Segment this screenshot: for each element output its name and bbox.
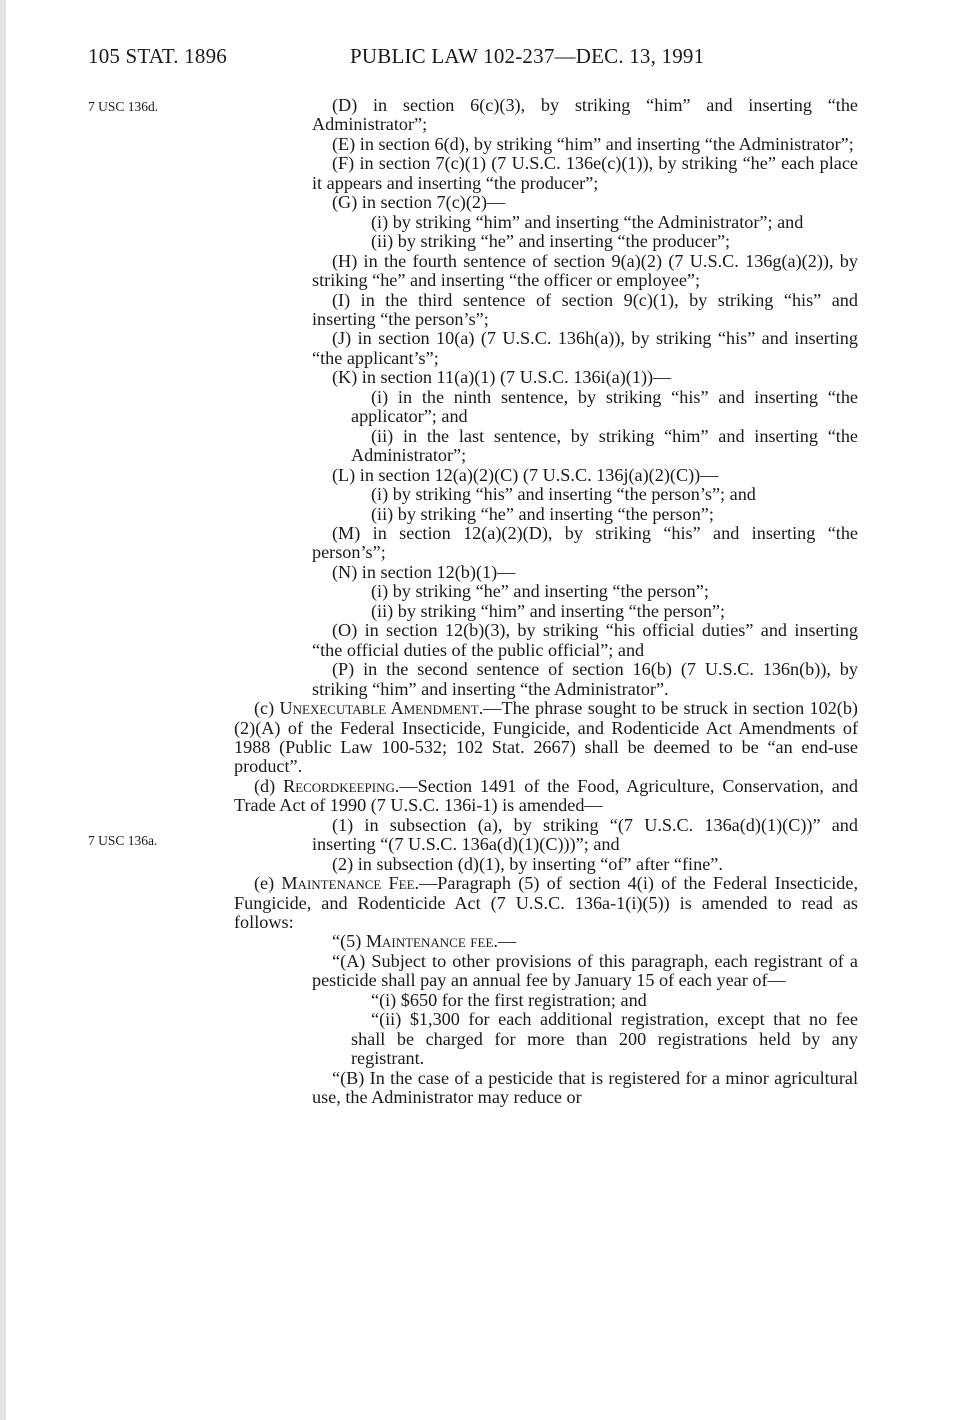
margin-note: 7 USC 136d. [88,99,159,114]
scan-edge [0,0,6,1420]
page-stat-number: 105 STAT. 1896 [88,44,227,68]
subsection-c-heading: Unexecutable Amendment. [279,698,484,719]
subclause-l-ii: (ii) by striking “he” and inserting “the person”; [371,503,714,524]
clause-f: (F) in section 7(c)(1) (7 U.S.C. 136e(c)(1)), by striking “he” each place it appears and inserting “the producer”; [312,153,858,193]
subsection-c [234,699,858,777]
clause-h: (H) in the fourth sentence of section 9(a)(2) (7 U.S.C. 136g(a)(2)), by striking “he” and inserting “the officer or employee”; [312,250,858,291]
subclause-k-ii: (ii) in the last sentence, by striking “him” and inserting “the Administrator”; [351,425,858,466]
subclause-l-i: (i) by striking “his” and inserting “the person’s”; and [371,484,756,505]
clause-n: (N) in section 12(b)(1)— [332,561,516,582]
clause-j: (J) in section 10(a) (7 U.S.C. 136h(a)), by striking “his” and inserting “the applicant’s”; [312,328,858,368]
clause-m: (M) in section 12(a)(2)(D), by striking “his” and inserting “the person’s”; [312,522,858,563]
subclause-g-i: (i) by striking “him” and inserting “the Administrator”; and [371,211,804,232]
paragraph-5-dash: — [497,931,517,952]
subsection-d [234,777,858,816]
running-header: PUBLIC LAW 102-237—DEC. 13, 1991 [350,44,705,68]
clause-a-i: “(i) $650 for the first registration; and [371,989,647,1010]
paragraph-d-2: (2) in subsection (d)(1), by inserting “of” after “fine”. [332,853,723,874]
subparagraph-a: “(A) Subject to other provisions of this paragraph, each registrant of a pesticide shall pay an annual fee by January 15 of each year of— [312,950,858,991]
clause-i: (I) in the third sentence of section 9(c)(1), by striking “his” and inserting “the person’s”; [312,289,858,329]
clause-o: (O) in section 12(b)(3), by striking “his official duties” and inserting “the official duties of the public official”; and [312,620,858,660]
subsection-d-text: —Section 1491 of the Food, Agriculture, Conservation, and Trade Act of 1990 (7 U.S.C. 136i-1) is amended— [234,775,858,816]
paragraph-d-1: (1) in subsection (a), by striking “(7 U.S.C. 136a(d)(1)(C))” and inserting “(7 U.S.C. 136a(d)(1)(C)))”; and [312,814,858,855]
subclause-g-ii: (ii) by striking “he” and inserting “the producer”; [371,231,731,252]
margin-note: 7 USC 136a. [88,833,158,848]
subclause-k-i: (i) in the ninth sentence, by striking “his” and inserting “the applicator”; and [351,386,858,427]
subsection-d-lead: (d) [254,775,284,796]
clause-d: (D) in section 6(c)(3), by striking “him” and inserting “the Administrator”; [312,95,858,135]
subsection-d-heading: Recordkeeping. [283,775,400,796]
paragraph-5-title: Maintenance fee. [365,931,498,952]
subsection-e-lead: (e) [254,873,282,894]
clause-l: (L) in section 12(a)(2)(C) (7 U.S.C. 136j(a)(2)(C))— [332,464,719,485]
subsection-e-text: —Paragraph (5) of section 4(i) of the Federal Insecticide, Fungicide, and Rodenticide Act (7 U.S.C. 136a-1(i)(5)) is amended to read as follows: [234,873,858,933]
subclause-n-i: (i) by striking “he” and inserting “the person”; [371,581,709,602]
paragraph-5-heading [234,932,858,951]
paragraph-5-lead: “(5) [332,931,366,952]
subsection-c-text: —The phrase sought to be struck in section 102(b)(2)(A) of the Federal Insecticide, Fungicide, and Rodenticide Act Amendments of 1988 (Public Law 100-532; 102 Stat. 2667) shall be deemed to be “an end-use product”. [234,698,858,777]
clause-a-ii: “(ii) $1,300 for each additional registration, except that no fee shall be charged for more than 200 registrations held by any registrant. [351,1009,858,1069]
subclause-n-ii: (ii) by striking “him” and inserting “the person”; [371,600,726,621]
subsection-c-lead: (c) [254,698,280,719]
clause-e: (E) in section 6(d), by striking “him” and inserting “the Administrator”; [332,133,854,154]
statute-text [234,96,858,1108]
subsection-e-heading: Maintenance Fee. [281,873,420,894]
subsection-e [234,874,858,932]
clause-g: (G) in section 7(c)(2)— [332,192,506,213]
clause-k: (K) in section 11(a)(1) (7 U.S.C. 136i(a)(1))— [332,367,672,388]
subparagraph-b: “(B) In the case of a pesticide that is registered for a minor agricultural use, the Administrator may reduce or [312,1067,858,1108]
clause-p: (P) in the second sentence of section 16(b) (7 U.S.C. 136n(b)), by striking “him” and inserting “the Administrator”. [312,659,858,699]
